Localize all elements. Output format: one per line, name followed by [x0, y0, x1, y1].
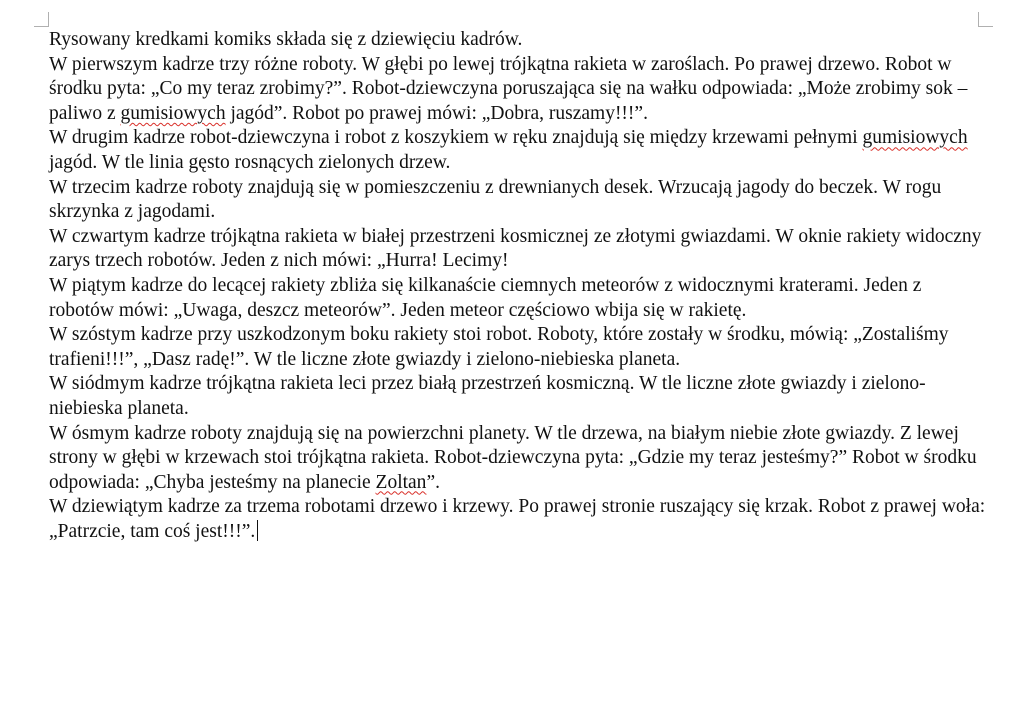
- paragraph-text: jagód”. Robot po prawej mówi: „Dobra, ruszamy!!!”.: [225, 102, 648, 124]
- text-cursor: [257, 520, 258, 541]
- misspelled-word[interactable]: gumisiowych: [862, 127, 968, 149]
- paragraph-frame-8[interactable]: [49, 422, 989, 496]
- paragraph-text: W drugim kadrze robot-dziewczyna i robot z koszykiem w ręku znajdują się między krzewami pełnymi: [49, 127, 863, 149]
- misspelled-word[interactable]: Zoltan: [375, 471, 427, 493]
- paragraph-text: ”.: [426, 471, 440, 493]
- paragraph-frame-3[interactable]: [49, 176, 989, 225]
- paragraph-text: W siódmym kadrze trójkątna rakieta leci przez białą przestrzeń kosmiczną. W tle liczne złote gwiazdy i zielono-niebieska planeta.: [49, 373, 926, 419]
- document-text-area[interactable]: [49, 28, 989, 544]
- paragraph-frame-9[interactable]: [49, 495, 989, 544]
- paragraph-frame-7[interactable]: [49, 372, 989, 421]
- paragraph-frame-1[interactable]: [49, 53, 989, 127]
- paragraph-text: W pierwszym kadrze trzy różne roboty. W głębi po lewej trójkątna rakieta w zaroślach. Po prawej drzewo. Robot w środku pyta: „Co my teraz zrobimy?”. Robot-dziewczyna poruszająca się na wałku odpowiada: „Może zrobimy sok – paliwo z: [49, 53, 968, 124]
- paragraph-frame-2[interactable]: [49, 126, 989, 175]
- paragraph-text: W ósmym kadrze roboty znajdują się na powierzchni planety. W tle drzewa, na białym niebie złote gwiazdy. Z lewej strony w głębi w krzewach stoi trójkątna rakieta. Robot-dziewczyna pyta: „Gdzie my teraz jesteśmy?” Robot w środku odpowiada: „Chyba jesteśmy na planecie: [49, 422, 977, 493]
- paragraph-frame-5[interactable]: [49, 274, 989, 323]
- paragraph-text: jagód. W tle linia gęsto rosnących zielonych drzew.: [49, 151, 451, 173]
- paragraph-frame-4[interactable]: [49, 225, 989, 274]
- top-right-margin-mark: [978, 12, 993, 27]
- misspelled-word[interactable]: gumisiowych: [120, 102, 226, 124]
- paragraph-text: W szóstym kadrze przy uszkodzonym boku rakiety stoi robot. Roboty, które zostały w środku, mówią: „Zostaliśmy trafieni!!!”, „Dasz radę!”. W tle liczne złote gwiazdy i zielono-niebieska planeta.: [49, 324, 949, 370]
- paragraph-text: W trzecim kadrze roboty znajdują się w pomieszczeniu z drewnianych desek. Wrzucają jagody do beczek. W rogu skrzynka z jagodami.: [49, 176, 942, 223]
- paragraph-text: W piątym kadrze do lecącej rakiety zbliża się kilkanaście ciemnych meteorów z widocznymi kraterami. Jeden z robotów mówi: „Uwaga, deszcz meteorów”. Jeden meteor częściowo wbija się w rakietę.: [49, 274, 922, 321]
- paragraph-intro[interactable]: [49, 28, 989, 53]
- paragraph-text: W czwartym kadrze trójkątna rakieta w białej przestrzeni kosmicznej ze złotymi gwiazdami. W oknie rakiety widoczny zarys trzech robotów. Jeden z nich mówi: „Hurra! Lecimy!: [49, 225, 982, 272]
- top-left-margin-mark: [34, 12, 49, 27]
- paragraph-text: W dziewiątym kadrze za trzema robotami drzewo i krzewy. Po prawej stronie ruszający się krzak. Robot z prawej woła: „Patrzcie, tam coś jest!!!”.: [49, 496, 986, 542]
- paragraph-frame-6[interactable]: [49, 323, 989, 372]
- paragraph-text: Rysowany kredkami komiks składa się z dziewięciu kadrów.: [49, 29, 523, 50]
